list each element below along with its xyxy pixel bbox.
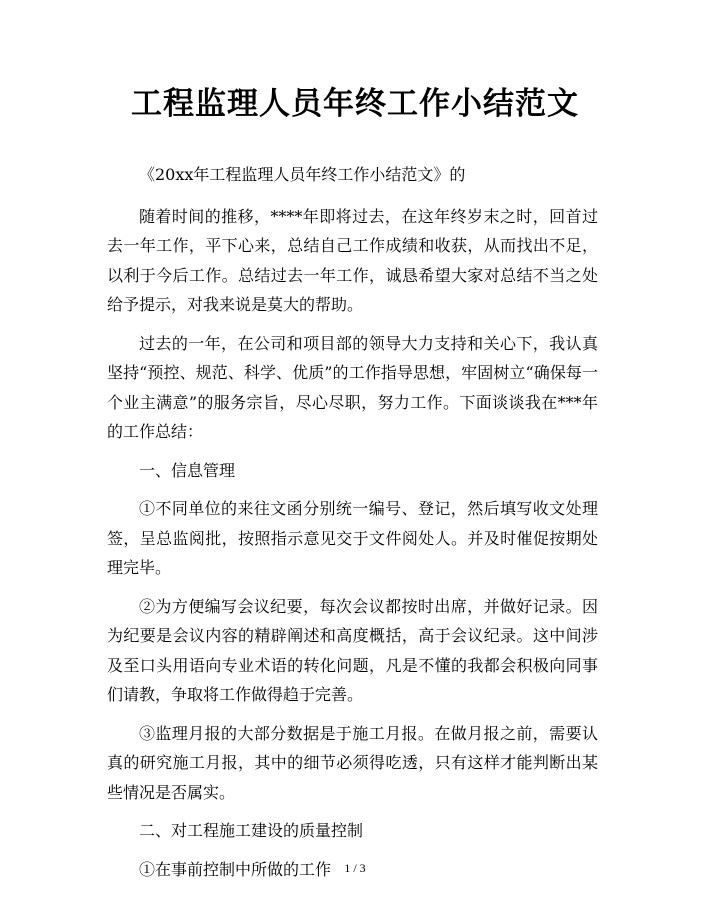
paragraph-subitem-1: ①在事前控制中所做的工作	[139, 859, 332, 879]
section-heading-information-management: 一、信息管理	[139, 460, 236, 480]
page-title: 工程监理人员年终工作小结范文	[131, 86, 579, 122]
page-number: 1 / 3	[344, 861, 366, 875]
paragraph-opening: 随着时间的推移，****年即将过去，在这年终岁末之时，回首过去一年工作，平下心来，总结自己工作成绩和收获，从而找出不足，以利于今后工作。总结过去一年工作，诚恳希望大家对总结不当之处给予提示，对我来说是莫大的帮助。	[107, 206, 598, 314]
document-body	[107, 160, 598, 893]
section-heading-quality-control: 二、对工程施工建设的质量控制	[139, 821, 364, 840]
paragraph-guiding-thought: 过去的一年，在公司和项目部的领导大力支持和关心下，我认真坚持“预控、规范、科学、优质”的工作指导思想，牢固树立“确保每一个业主满意”的服务宗旨，尽心尽职，努力工作。下面谈谈我在***年的工作总结：	[107, 333, 598, 441]
paragraph-item-1: ①不同单位的来往文函分别统一编号、登记，然后填写收文处理签，呈总监阅批，按照指示意见交于文件阅处人。并及时催促按期处理完毕。	[107, 499, 598, 577]
intro-paragraph: 《20xx年工程监理人员年终工作小结范文》的	[139, 165, 466, 184]
paragraph-item-3: ③监理月报的大部分数据是于施工月报。在做月报之前，需要认真的研究施工月报，其中的细节必须得吃透，只有这样才能判断出某些情况是否属实。	[107, 723, 598, 802]
paragraph-item-2: ②为方便编写会议纪要，每次会议都按时出席，并做好记录。因为纪要是会议内容的精辟阐述和高度概括，高于会议纪录。这中间涉及至口头用语向专业术语的转化问题，凡是不懂的我都会积极向同事们请教，争取将工作做得趋于完善。	[107, 596, 598, 704]
